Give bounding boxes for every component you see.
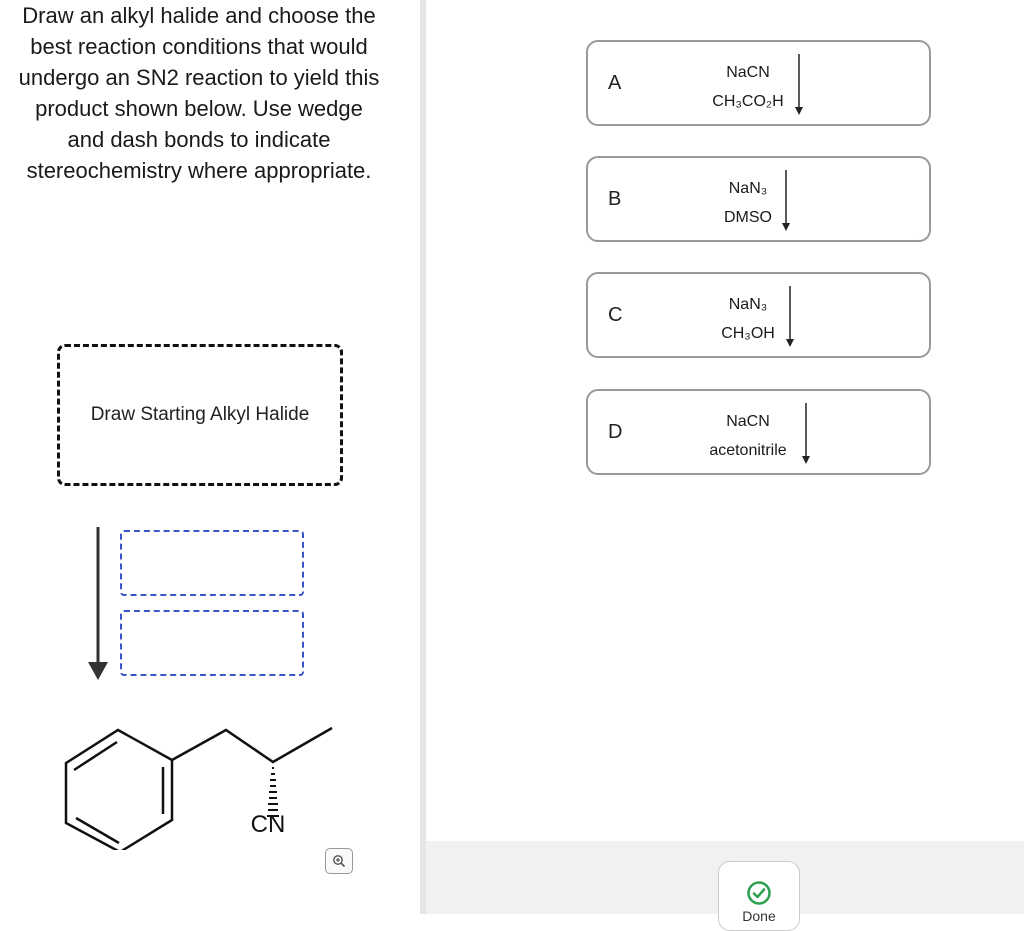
draw-box-label: Draw Starting Alkyl Halide bbox=[90, 404, 310, 425]
done-label: Done bbox=[742, 908, 776, 924]
down-arrow-icon bbox=[793, 52, 805, 118]
option-solvent: acetonitrile bbox=[709, 442, 787, 459]
cn-label: CN bbox=[250, 811, 286, 838]
option-letter: D bbox=[608, 420, 623, 443]
check-circle-icon bbox=[746, 880, 772, 906]
reagent-drop-slot-2[interactable] bbox=[120, 610, 304, 676]
product-structure bbox=[60, 720, 350, 850]
reagent-drop-slot-1[interactable] bbox=[120, 530, 304, 596]
down-arrow-icon bbox=[784, 284, 796, 350]
reaction-arrow bbox=[86, 525, 110, 685]
option-letter: A bbox=[608, 71, 622, 94]
question-text: Draw an alkyl halide and choose the best reaction conditions that would undergo an SN2 reaction to yield this product shown below. Use wedge and dash bonds to indicate stereochemistry where appropriate. bbox=[18, 3, 380, 183]
option-a-card[interactable] bbox=[586, 40, 931, 126]
magnify-plus-icon bbox=[332, 854, 346, 868]
option-d-card[interactable] bbox=[586, 389, 931, 475]
draw-starting-alkyl-halide-box[interactable] bbox=[57, 344, 343, 486]
zoom-button[interactable] bbox=[325, 848, 353, 874]
option-reagent: NaCN bbox=[726, 413, 770, 430]
done-button[interactable] bbox=[718, 861, 800, 931]
option-reagent: NaN₃ bbox=[728, 180, 768, 197]
question-panel bbox=[0, 0, 420, 914]
down-arrow-icon bbox=[800, 401, 812, 467]
option-c-card[interactable] bbox=[586, 272, 931, 358]
option-reagent: NaCN bbox=[726, 64, 770, 81]
option-conditions bbox=[688, 58, 808, 116]
option-solvent: CH₃OH bbox=[721, 325, 775, 342]
option-reagent: NaN₃ bbox=[728, 296, 768, 313]
option-conditions bbox=[688, 407, 808, 465]
option-b-card[interactable] bbox=[586, 156, 931, 242]
option-letter: B bbox=[608, 187, 622, 210]
option-solvent: CH₃CO₂H bbox=[712, 93, 784, 110]
option-letter: C bbox=[608, 303, 623, 326]
down-arrow-icon bbox=[780, 168, 792, 234]
option-solvent: DMSO bbox=[724, 209, 772, 226]
